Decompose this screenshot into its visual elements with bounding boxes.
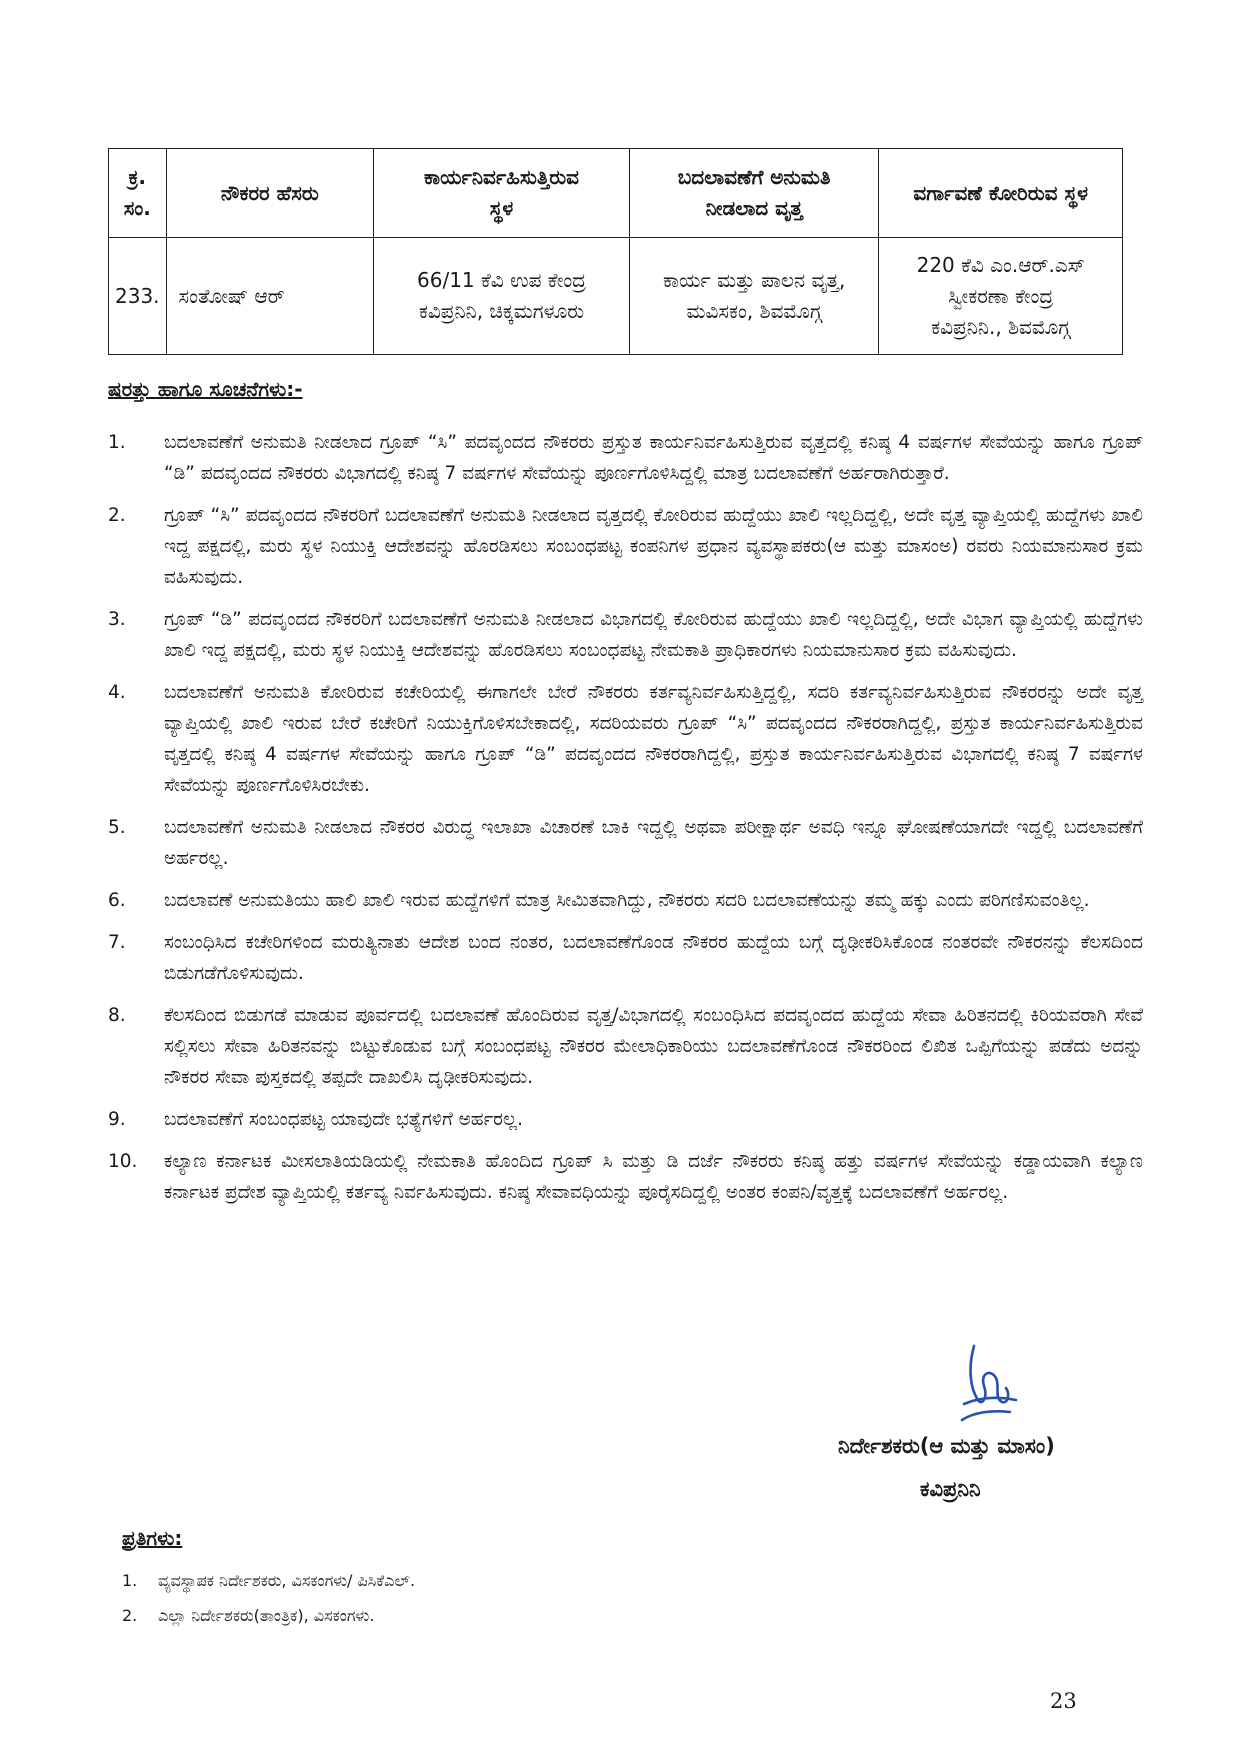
- copy-text: ವ್ಯವಸ್ಥಾಪಕ ನಿರ್ದೇಶಕರು, ವಿಸಕಂಗಳು/ ಪಿಸಿಕೆಎಲ್.: [158, 1571, 416, 1590]
- condition-text: ಗ್ರೂಪ್ “ಡಿ” ಪದವೃಂದದ ನೌಕರರಿಗೆ ಬದಲಾವಣೆಗೆ ಅನುಮತಿ ನೀಡಲಾದ ವಿಭಾಗದಲ್ಲಿ ಕೋರಿರುವ ಹುದ್ದೆಯು ಖಾಲಿ ಇಲ್ಲದಿದ್ದಲ್ಲಿ, ಅದೇ ವಿಭಾಗ ವ್ಯಾಪ್ತಿಯಲ್ಲಿ ಹುದ್ದೆಗಳು ಖಾಲಿ ಇದ್ದ ಪಕ್ಷದಲ್ಲಿ, ಮರು ಸ್ಥಳ ನಿಯುಕ್ತಿ ಆದೇಶವನ್ನು ಹೊರಡಿಸಲು ಸಂಬಂಧಪಟ್ಟ ನೇಮಕಾತಿ ಪ್ರಾಧಿಕಾರಗಳು ನಿಯಮಾನುಸಾರ ಕ್ರಮ ವಹಿಸುವುದು.: [164, 609, 1143, 661]
- header-permitted-circle: ಬದಲಾವಣೆಗೆ ಅನುಮತಿ ನೀಡಲಾದ ವೃತ್ತ: [629, 149, 879, 238]
- condition-number: 10.: [108, 1151, 138, 1172]
- condition-text: ಬದಲಾವಣೆ ಅನುಮತಿಯು ಹಾಲಿ ಖಾಲಿ ಇರುವ ಹುದ್ದೆಗಳಿಗೆ ಮಾತ್ರ ಸೀಮಿತವಾಗಿದ್ದು, ನೌಕರರು ಸದರಿ ಬದಲಾವಣೆಯನ್ನು ತಮ್ಮ ಹಕ್ಕು ಎಂದು ಪರಿಗಣಿಸುವಂತಿಲ್ಲ.: [164, 890, 1090, 911]
- table-header-row: [109, 149, 1123, 238]
- condition-text: ಬದಲಾವಣೆಗೆ ಸಂಬಂಧಪಟ್ಟ ಯಾವುದೇ ಭತ್ಯೆಗಳಿಗೆ ಅರ್ಹರಲ್ಲ.: [164, 1109, 524, 1130]
- condition-number: 3.: [108, 609, 126, 630]
- condition-text: ಕೆಲಸದಿಂದ ಬಿಡುಗಡೆ ಮಾಡುವ ಪೂರ್ವದಲ್ಲಿ ಬದಲಾವಣೆ ಹೊಂದಿರುವ ವೃತ್ತ/ವಿಭಾಗದಲ್ಲಿ ಸಂಬಂಧಿಸಿದ ಪದವೃಂದದ ಹುದ್ದೆಯ ಸೇವಾ ಹಿರಿತನದಲ್ಲಿ ಕಿರಿಯವರಾಗಿ ಸೇವೆ ಸಲ್ಲಿಸಲು ಸೇವಾ ಹಿರಿತನವನ್ನು ಬಿಟ್ಟುಕೊಡುವ ಬಗ್ಗೆ ಸಂಬಂಧಪಟ್ಟ ನೌಕರರ ಮೇಲಾಧಿಕಾರಿಯು ಬದಲಾವಣೆಗೊಂಡ ನೌಕರರಿಂದ ಲಿಖಿತ ಒಪ್ಪಿಗೆಯನ್ನು ಪಡೆದು ಅದನ್ನು ನೌಕರರ ಸೇವಾ ಪುಸ್ತಕದಲ್ಲಿ ತಪ್ಪದೇ ದಾಖಲಿಸಿ ದೃಢೀಕರಿಸುವುದು.: [164, 1005, 1143, 1088]
- condition-number: 8.: [108, 1005, 126, 1026]
- condition-number: 4.: [108, 682, 126, 703]
- header-sl-no: ಕ್ರ. ಸಂ.: [109, 149, 167, 238]
- cell-current-place: 66/11 ಕೆವಿ ಉಪ ಕೇಂದ್ರ ಕವಿಪ್ರನಿನಿ, ಚಿಕ್ಕಮಗಳೂರು: [374, 238, 630, 355]
- condition-item: [108, 927, 1143, 989]
- copy-item: [122, 1605, 415, 1627]
- condition-text: ಗ್ರೂಪ್ “ಸಿ” ಪದವೃಂದದ ನೌಕರರಿಗೆ ಬದಲಾವಣೆಗೆ ಅನುಮತಿ ನೀಡಲಾದ ವೃತ್ತದಲ್ಲಿ ಕೋರಿರುವ ಹುದ್ದೆಯು ಖಾಲಿ ಇಲ್ಲದಿದ್ದಲ್ಲಿ, ಅದೇ ವೃತ್ತ ವ್ಯಾಪ್ತಿಯಲ್ಲಿ ಹುದ್ದೆಗಳು ಖಾಲಿ ಇದ್ದ ಪಕ್ಷದಲ್ಲಿ, ಮರು ಸ್ಥಳ ನಿಯುಕ್ತಿ ಆದೇಶವನ್ನು ಹೊರಡಿಸಲು ಸಂಬಂಧಪಟ್ಟ ಕಂಪನಿಗಳ ಪ್ರಧಾನ ವ್ಯವಸ್ಥಾಪಕರು(ಆ ಮತ್ತು ಮಾಸಂಅ) ರವರು ನಿಯಮಾನುಸಾರ ಕ್ರಮ ವಹಿಸುವುದು.: [164, 505, 1143, 588]
- condition-number: 9.: [108, 1109, 126, 1130]
- cell-permitted-circle: ಕಾರ್ಯ ಮತ್ತು ಪಾಲನ ವೃತ್ತ, ಮವಿಸಕಂ, ಶಿವಮೊಗ್ಗ: [629, 238, 879, 355]
- copy-text: ಎಲ್ಲಾ ನಿರ್ದೇಶಕರು(ತಾಂತ್ರಿಕ), ವಿಸಕಂಗಳು.: [158, 1606, 375, 1625]
- condition-item: [108, 1000, 1143, 1093]
- copy-item: [122, 1570, 415, 1592]
- signatory-org: ಕವಿಪ್ರನಿನಿ: [920, 1477, 981, 1501]
- copy-number: 1.: [122, 1571, 138, 1590]
- transfer-table: [108, 148, 1123, 355]
- conditions-heading: ಷರತ್ತು ಹಾಗೂ ಸೂಚನೆಗಳು:-: [108, 377, 303, 401]
- signatory-title: ನಿರ್ದೇಶಕರು(ಆ ಮತ್ತು ಮಾಸಂ): [838, 1434, 1055, 1458]
- condition-item: [108, 604, 1143, 666]
- condition-text: ಬದಲಾವಣೆಗೆ ಅನುಮತಿ ಕೋರಿರುವ ಕಚೇರಿಯಲ್ಲಿ ಈಗಾಗಲೇ ಬೇರೆ ನೌಕರರು ಕರ್ತವ್ಯನಿರ್ವಹಿಸುತ್ತಿದ್ದಲ್ಲಿ, ಸದರಿ ಕರ್ತವ್ಯನಿರ್ವಹಿಸುತ್ತಿರುವ ನೌಕರರನ್ನು ಅದೇ ವೃತ್ತ ವ್ಯಾಪ್ತಿಯಲ್ಲಿ ಖಾಲಿ ಇರುವ ಬೇರೆ ಕಚೇರಿಗೆ ನಿಯುಕ್ತಿಗೊಳಿಸಬೇಕಾದಲ್ಲಿ, ಸದರಿಯವರು ಗ್ರೂಪ್ “ಸಿ” ಪದವೃಂದದ ನೌಕರರಾಗಿದ್ದಲ್ಲಿ, ಪ್ರಸ್ತುತ ಕಾರ್ಯನಿರ್ವಹಿಸುತ್ತಿರುವ ವೃತ್ತದಲ್ಲಿ ಕನಿಷ್ಠ 4 ವರ್ಷಗಳ ಸೇವೆಯನ್ನು ಹಾಗೂ ಗ್ರೂಪ್ “ಡಿ” ಪದವೃಂದದ ನೌಕರರಾಗಿದ್ದಲ್ಲಿ, ಪ್ರಸ್ತುತ ಕಾರ್ಯನಿರ್ವಹಿಸುತ್ತಿರುವ ವಿಭಾಗದಲ್ಲಿ ಕನಿಷ್ಠ 7 ವರ್ಷಗಳ ಸೇವೆಯನ್ನು ಪೂರ್ಣಗೊಳಿಸಿರಬೇಕು.: [164, 682, 1143, 796]
- condition-item: [108, 427, 1143, 489]
- header-current-place: ಕಾರ್ಯನಿರ್ವಹಿಸುತ್ತಿರುವ ಸ್ಥಳ: [374, 149, 630, 238]
- condition-text: ಬದಲಾವಣೆಗೆ ಅನುಮತಿ ನೀಡಲಾದ ನೌಕರರ ವಿರುದ್ಧ ಇಲಾಖಾ ವಿಚಾರಣೆ ಬಾಕಿ ಇದ್ದಲ್ಲಿ ಅಥವಾ ಪರೀಕ್ಷಾರ್ಥ ಅವಧಿ ಇನ್ನೂ ಘೋಷಣೆಯಾಗದೇ ಇದ್ದಲ್ಲಿ ಬದಲಾವಣೆಗೆ ಅರ್ಹರಲ್ಲ.: [164, 817, 1143, 869]
- page-number: 23: [1050, 1689, 1077, 1713]
- cell-requested-place: 220 ಕೆವಿ ಎಂ.ಆರ್.ಎಸ್ ಸ್ವೀಕರಣಾ ಕೇಂದ್ರ ಕವಿಪ್ರನಿನಿ., ಶಿವಮೊಗ್ಗ: [879, 238, 1123, 355]
- condition-number: 5.: [108, 817, 126, 838]
- header-requested-place: ವರ್ಗಾವಣೆ ಕೋರಿರುವ ಸ್ಥಳ: [879, 149, 1123, 238]
- condition-text: ಸಂಬಂಧಿಸಿದ ಕಚೇರಿಗಳಿಂದ ಮರುತ್ಯಿನಾತು ಆದೇಶ ಬಂದ ನಂತರ, ಬದಲಾವಣೆಗೊಂಡ ನೌಕರರ ಹುದ್ದೆಯ ಬಗ್ಗೆ ದೃಢೀಕರಿಸಿಕೊಂಡ ನಂತರವೇ ನೌಕರನನ್ನು ಕೆಲಸದಿಂದ ಬಿಡುಗಡೆಗೊಳಿಸುವುದು.: [164, 932, 1143, 984]
- condition-text: ಕಲ್ಯಾಣ ಕರ್ನಾಟಕ ಮೀಸಲಾತಿಯಡಿಯಲ್ಲಿ ನೇಮಕಾತಿ ಹೊಂದಿದ ಗ್ರೂಪ್ ಸಿ ಮತ್ತು ಡಿ ದರ್ಜೆ ನೌಕರರು ಕನಿಷ್ಠ ಹತ್ತು ವರ್ಷಗಳ ಸೇವೆಯನ್ನು ಕಡ್ಡಾಯವಾಗಿ ಕಲ್ಯಾಣ ಕರ್ನಾಟಕ ಪ್ರದೇಶ ವ್ಯಾಪ್ತಿಯಲ್ಲಿ ಕರ್ತವ್ಯ ನಿರ್ವಹಿಸುವುದು. ಕನಿಷ್ಠ ಸೇವಾವಧಿಯನ್ನು ಪೂರೈಸದಿದ್ದಲ್ಲಿ ಅಂತರ ಕಂಪನಿ/ವೃತ್ತಕ್ಕೆ ಬದಲಾವಣೆಗೆ ಅರ್ಹರಲ್ಲ.: [164, 1151, 1143, 1203]
- condition-number: 7.: [108, 932, 126, 953]
- condition-number: 2.: [108, 505, 126, 526]
- condition-number: 6.: [108, 890, 126, 911]
- condition-number: 1.: [108, 432, 126, 453]
- signature-icon: [944, 1338, 1034, 1428]
- conditions-list: [108, 427, 1143, 1219]
- header-employee-name: ನೌಕರರ ಹೆಸರು: [166, 149, 374, 238]
- condition-item: [108, 500, 1143, 593]
- condition-item: [108, 812, 1143, 874]
- cell-employee-name: ಸಂತೋಷ್ ಆರ್: [166, 238, 374, 355]
- condition-text: ಬದಲಾವಣೆಗೆ ಅನುಮತಿ ನೀಡಲಾದ ಗ್ರೂಪ್ “ಸಿ” ಪದವೃಂದದ ನೌಕರರು ಪ್ರಸ್ತುತ ಕಾರ್ಯನಿರ್ವಹಿಸುತ್ತಿರುವ ವೃತ್ತದಲ್ಲಿ ಕನಿಷ್ಠ 4 ವರ್ಷಗಳ ಸೇವೆಯನ್ನು ಹಾಗೂ ಗ್ರೂಪ್ “ಡಿ” ಪದವೃಂದದ ನೌಕರರು ವಿಭಾಗದಲ್ಲಿ ಕನಿಷ್ಠ 7 ವರ್ಷಗಳ ಸೇವೆಯನ್ನು ಪೂರ್ಣಗೊಳಿಸಿದ್ದಲ್ಲಿ ಮಾತ್ರ ಬದಲಾವಣೆಗೆ ಅರ್ಹರಾಗಿರುತ್ತಾರೆ.: [164, 432, 1143, 484]
- copies-list: [122, 1570, 415, 1640]
- condition-item: [108, 885, 1143, 916]
- table-row: [109, 238, 1123, 355]
- condition-item: [108, 1104, 1143, 1135]
- condition-item: [108, 677, 1143, 801]
- copy-number: 2.: [122, 1606, 138, 1625]
- copies-heading: ಪ್ರತಿಗಳು:: [122, 1526, 183, 1550]
- condition-item: [108, 1146, 1143, 1208]
- cell-sl-no: 233.: [109, 238, 167, 355]
